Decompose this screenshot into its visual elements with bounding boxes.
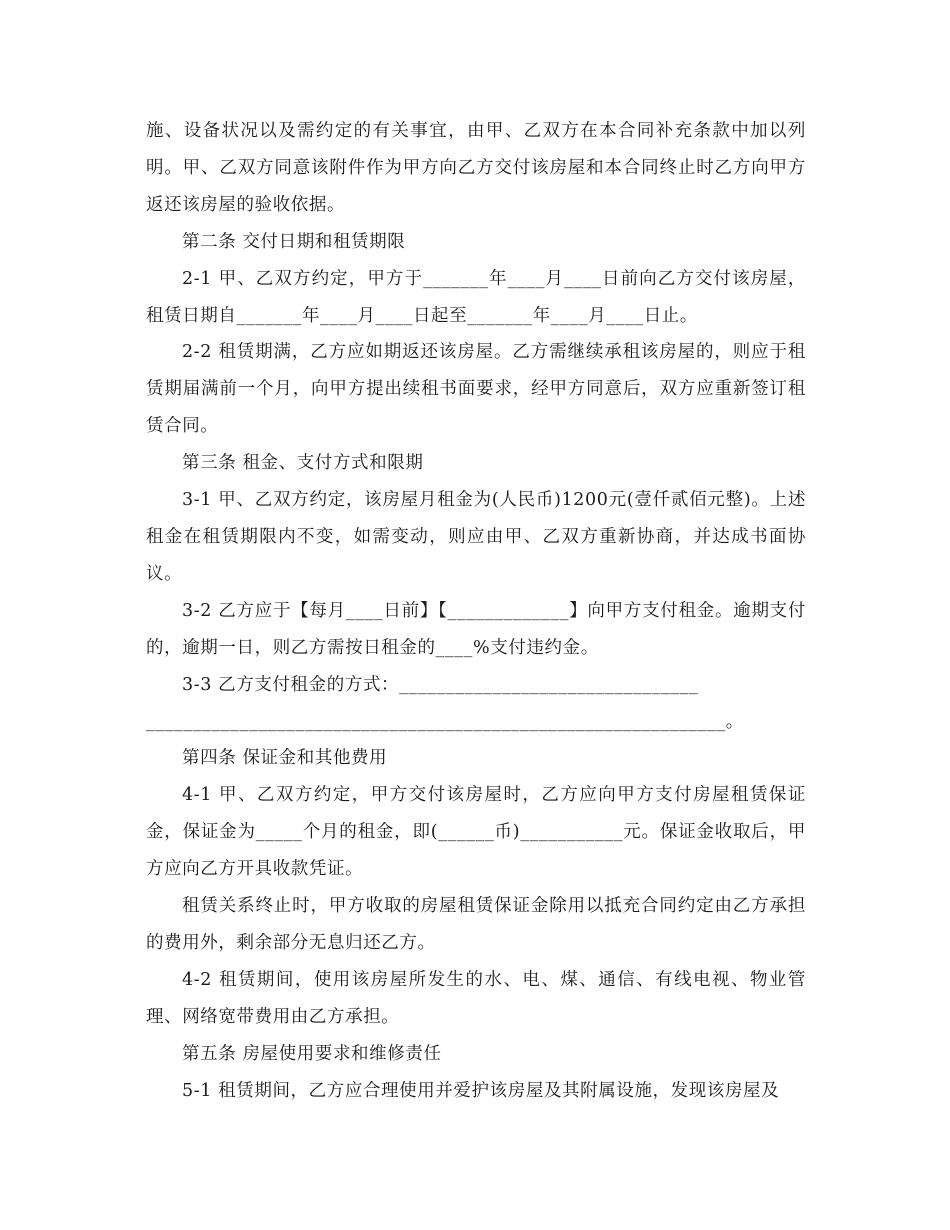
section-heading-2: 第二条 交付日期和租赁期限: [182, 231, 406, 252]
section-heading-4: 第四条 保证金和其他费用: [182, 748, 388, 769]
clause-3-3-continuation: ______________________________________________________________。: [146, 711, 744, 732]
clause-3-2: 3-2 乙方应于【每月____日前】【_____________】向甲方支付租金。逾期支付的，逾期一日，则乙方需按日租金的____%支付违约金。: [146, 600, 806, 658]
contract-body: [146, 113, 806, 1109]
clause-2-1: 2-1 甲、乙双方约定，甲方于_______年____月____日前向乙方交付该房屋，租赁日期自_______年____月____日起至_______年____月____日止。: [146, 268, 806, 326]
clause-3-1: 3-1 甲、乙双方约定，该房屋月租金为(人民币)1200元(壹仟贰佰元整)。上述租金在租赁期限内不变，如需变动，则应由甲、乙双方重新协商，并达成书面协议。: [146, 490, 806, 584]
clause-4-2: 4-2 租赁期间，使用该房屋所发生的水、电、煤、通信、有线电视、物业管理、网络宽带费用由乙方承担。: [146, 969, 806, 1027]
clause-4-1-deposit-return: 租赁关系终止时，甲方收取的房屋租赁保证金除用以抵充合同约定由乙方承担的费用外，剩余部分无息归还乙方。: [146, 896, 806, 953]
clause-2-2: 2-2 租赁期满，乙方应如期返还该房屋。乙方需继续承租该房屋的，则应于租赁期届满前一个月，向甲方提出续租书面要求，经甲方同意后，双方应重新签订租赁合同。: [146, 342, 806, 437]
clause-5-1: 5-1 租赁期间，乙方应合理使用并爱护该房屋及其附属设施，发现该房屋及: [182, 1080, 780, 1101]
paragraph-continuation: 施、设备状况以及需约定的有关事宜，由甲、乙双方在本合同补充条款中加以列明。甲、乙双方同意该附件作为甲方向乙方交付该房屋和本合同终止时乙方向甲方返还该房屋的验收依据。: [146, 121, 806, 215]
section-heading-3: 第三条 租金、支付方式和限期: [182, 453, 424, 474]
clause-4-1: 4-1 甲、乙双方约定，甲方交付该房屋时，乙方应向甲方支付房屋租赁保证金，保证金为_____个月的租金，即(______币)___________元。保证金收取后，甲方应向乙方开具收款凭证。: [146, 785, 806, 880]
clause-3-3: 3-3 乙方支付租金的方式：________________________________: [182, 674, 699, 695]
section-heading-5: 第五条 房屋使用要求和维修责任: [182, 1043, 442, 1064]
